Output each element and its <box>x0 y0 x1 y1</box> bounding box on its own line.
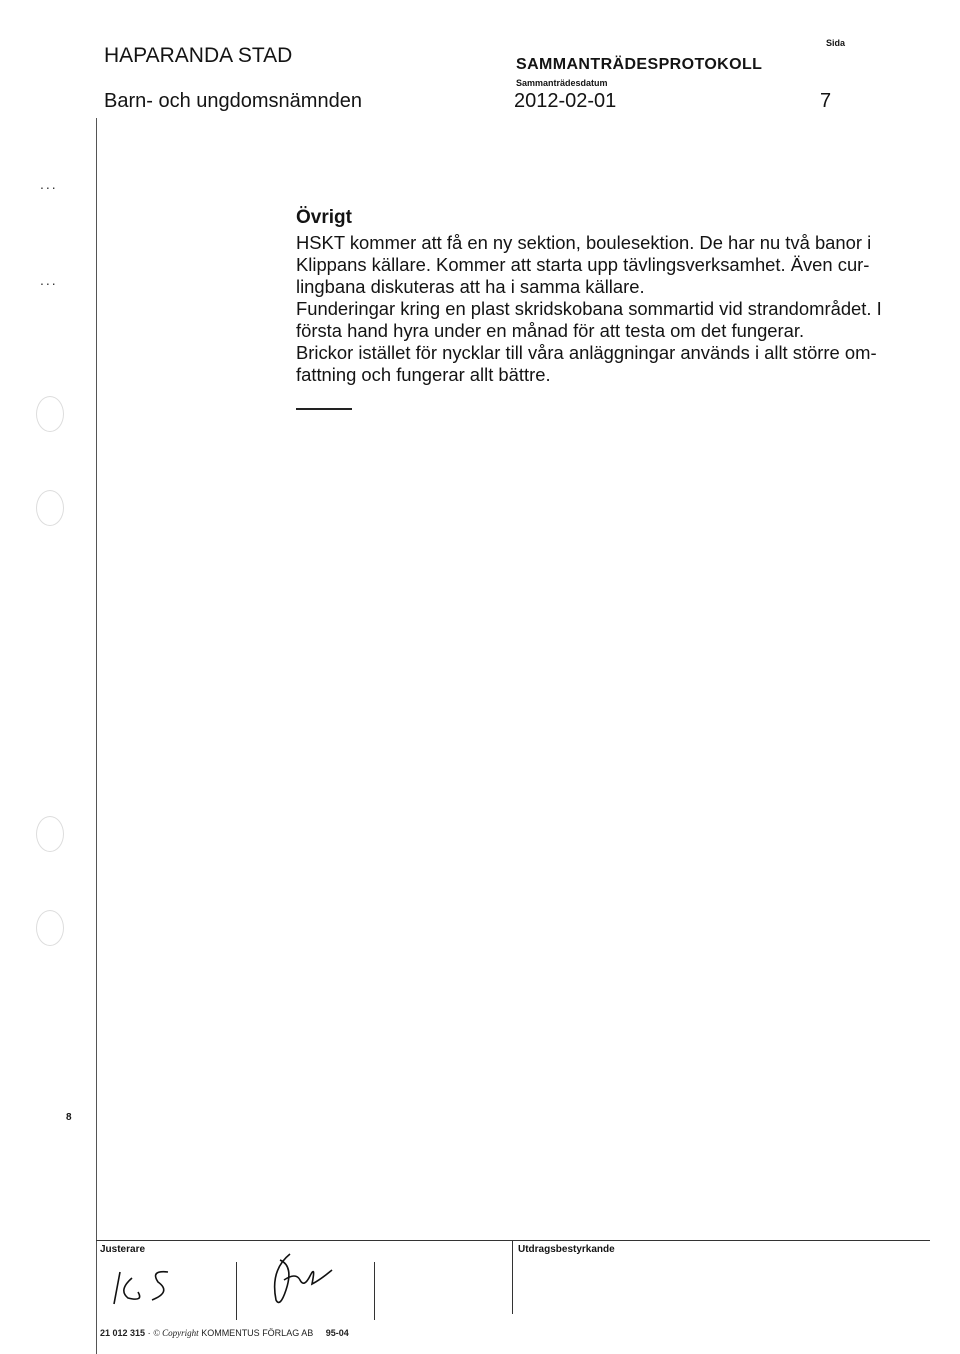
organization-name: HAPARANDA STAD <box>104 44 293 67</box>
punch-hole-mark <box>36 910 64 946</box>
signature-divider <box>374 1262 375 1320</box>
signature-initials-2 <box>250 1250 350 1310</box>
justerare-label: Justerare <box>100 1244 146 1255</box>
section-heading: Övrigt <box>296 207 352 228</box>
punch-hole-mark <box>36 816 64 852</box>
punch-hole-mark <box>36 396 64 432</box>
section-end-rule <box>296 408 352 410</box>
utdrag-label: Utdragsbestyrkande <box>518 1244 615 1255</box>
copyright-text: © Copyright <box>153 1328 199 1338</box>
punch-hole-mark <box>36 490 64 526</box>
footer-top-rule <box>96 1240 930 1241</box>
body-line: Klippans källare. Kommer att starta upp tävlingsverksamhet. Även cur- <box>296 254 870 275</box>
signature-initials-1 <box>108 1262 198 1312</box>
page-number: 7 <box>820 90 832 112</box>
page-label: Sida <box>826 38 846 48</box>
publisher-name: KOMMENTUS FÖRLAG AB <box>201 1328 314 1338</box>
form-version: 95-04 <box>325 1328 349 1338</box>
form-code: 21 012 315 <box>100 1328 146 1338</box>
margin-dots-bottom: ... <box>40 272 58 288</box>
margin-line <box>96 118 97 1354</box>
footer-divider <box>512 1240 513 1314</box>
date-label: Sammanträdesdatum <box>516 78 608 88</box>
body-line: Brickor istället för nycklar till våra anläggningar används i allt större om- <box>296 342 877 363</box>
margin-dots-top: ... <box>40 176 58 192</box>
committee-name: Barn- och ungdomsnämnden <box>104 90 362 112</box>
document-type: SAMMANTRÄDESPROTOKOLL <box>516 56 763 73</box>
body-line: Funderingar kring en plast skridskobana sommartid vid strandområdet. I <box>296 298 882 319</box>
signature-divider <box>236 1262 237 1320</box>
side-number: 8 <box>66 1112 72 1123</box>
footer-separator: · <box>147 1328 151 1338</box>
meeting-date: 2012-02-01 <box>514 90 617 112</box>
body-line: fattning och fungerar allt bättre. <box>296 364 551 385</box>
body-line: lingbana diskuteras att ha i samma källare. <box>296 276 645 297</box>
form-footer <box>100 1328 349 1338</box>
body-line: första hand hyra under en månad för att testa om det fungerar. <box>296 320 805 341</box>
body-line: HSKT kommer att få en ny sektion, boulesektion. De har nu två banor i <box>296 232 872 253</box>
